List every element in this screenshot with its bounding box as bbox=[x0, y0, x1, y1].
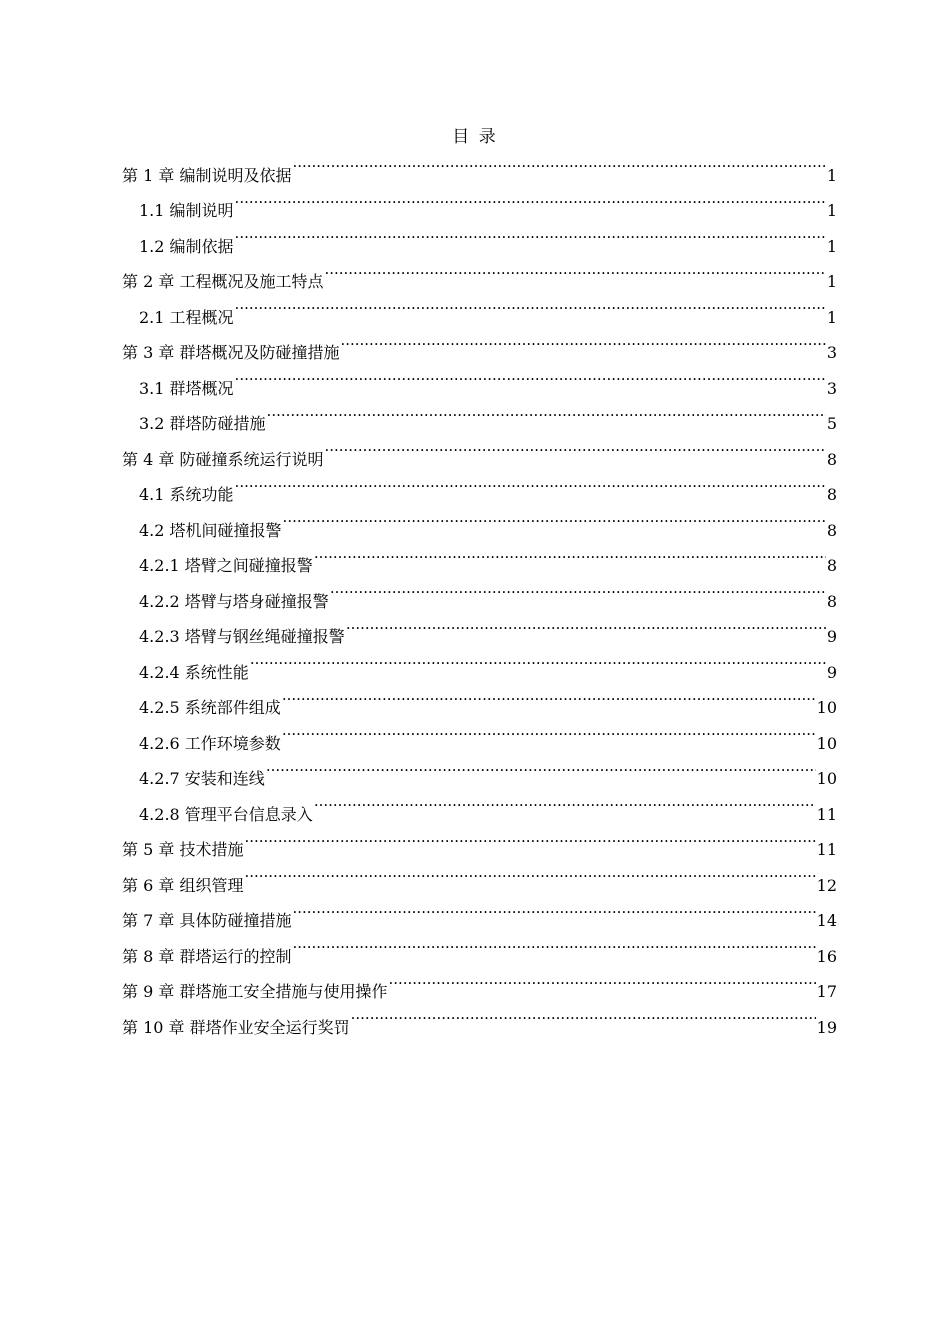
toc-entry-text: 3.2 群塔防碰措施 bbox=[139, 414, 266, 433]
toc-page-number: 1 bbox=[826, 236, 837, 256]
toc-dot-leader bbox=[324, 429, 825, 465]
toc-page-number: 8 bbox=[826, 556, 837, 575]
toc-page-number: 1 bbox=[826, 201, 837, 220]
toc-dot-leader bbox=[282, 713, 816, 749]
toc-entry-text: 4.2 塔机间碰撞报警 bbox=[139, 520, 282, 540]
toc-page-number: 8 bbox=[826, 485, 837, 504]
toc-page-number: 19 bbox=[816, 1017, 837, 1037]
toc-entry[interactable] bbox=[122, 145, 837, 185]
toc-page-number: 8 bbox=[826, 591, 837, 611]
toc-page-number: 14 bbox=[816, 911, 837, 930]
toc-page-number: 9 bbox=[826, 662, 837, 682]
toc-entry-text: 4.2.6 工作环境参数 bbox=[139, 733, 281, 753]
toc-entry-text: 1.1 编制说明 bbox=[139, 201, 234, 220]
toc-entry-text: 第 5 章 技术措施 bbox=[122, 840, 244, 859]
toc-entry-text: 4.2.4 系统性能 bbox=[139, 662, 249, 682]
toc-page-number: 17 bbox=[816, 982, 837, 1001]
toc-entry-text: 第 7 章 具体防碰撞措施 bbox=[122, 911, 292, 930]
toc-entry-text: 2.1 工程概况 bbox=[139, 307, 234, 327]
toc-entry-text: 4.2.3 塔臂与钢丝绳碰撞报警 bbox=[139, 627, 345, 646]
toc-entry-text: 3.1 群塔概况 bbox=[139, 378, 234, 398]
toc-page-number: 9 bbox=[826, 627, 837, 646]
toc-dot-leader bbox=[244, 855, 815, 891]
toc-entry-text: 第 10 章 群塔作业安全运行奖罚 bbox=[122, 1017, 350, 1037]
toc-dot-leader bbox=[235, 465, 826, 501]
toc-page-number: 8 bbox=[826, 520, 837, 540]
toc-dot-leader bbox=[283, 500, 826, 536]
toc-dot-leader bbox=[235, 181, 826, 217]
toc-dot-leader bbox=[388, 962, 815, 998]
toc-dot-leader bbox=[292, 926, 815, 962]
toc-page-number: 8 bbox=[826, 449, 837, 469]
toc-entry-text: 4.2.8 管理平台信息录入 bbox=[139, 804, 313, 824]
toc-entry-text: 4.2.2 塔臂与塔身碰撞报警 bbox=[139, 591, 329, 611]
toc-dot-leader bbox=[267, 394, 826, 430]
toc-entry-text: 第 1 章 编制说明及依据 bbox=[122, 165, 292, 185]
toc-page-number: 16 bbox=[816, 946, 837, 966]
toc-dot-leader bbox=[235, 216, 826, 252]
toc-dot-leader bbox=[292, 891, 815, 927]
toc-dot-leader bbox=[324, 252, 825, 288]
toc-entry-text: 4.2.1 塔臂之间碰撞报警 bbox=[139, 556, 313, 575]
toc-title: 目 录 bbox=[452, 127, 498, 147]
toc-entry-text: 第 4 章 防碰撞系统运行说明 bbox=[122, 449, 324, 469]
toc-page-number: 1 bbox=[826, 165, 837, 185]
toc-dot-leader bbox=[250, 642, 826, 678]
toc-page-number: 12 bbox=[816, 875, 837, 895]
toc-page-number: 3 bbox=[826, 378, 837, 398]
toc-entry-text: 4.2.7 安装和连线 bbox=[139, 769, 265, 788]
toc-dot-leader bbox=[235, 287, 826, 323]
toc-dot-leader bbox=[346, 607, 826, 643]
toc-entry-text: 1.2 编制依据 bbox=[139, 236, 234, 256]
toc-page-number: 11 bbox=[816, 840, 837, 859]
toc-list bbox=[122, 145, 837, 1037]
toc-dot-leader bbox=[266, 749, 816, 785]
toc-dot-leader bbox=[244, 820, 815, 856]
toc-dot-leader bbox=[340, 323, 825, 359]
toc-dot-leader bbox=[330, 571, 826, 607]
toc-page-number: 10 bbox=[816, 769, 837, 788]
toc-page-number: 11 bbox=[816, 804, 837, 824]
toc-page-number: 3 bbox=[826, 343, 837, 362]
toc-entry-text: 第 6 章 组织管理 bbox=[122, 875, 244, 895]
toc-entry-text: 第 2 章 工程概况及施工特点 bbox=[122, 272, 324, 291]
toc-dot-leader bbox=[282, 678, 816, 714]
toc-page-number: 5 bbox=[826, 414, 837, 433]
toc-dot-leader bbox=[314, 784, 816, 820]
toc-entry-text: 4.2.5 系统部件组成 bbox=[139, 698, 281, 717]
toc-page-number: 10 bbox=[816, 698, 837, 717]
toc-entry-text: 第 9 章 群塔施工安全措施与使用操作 bbox=[122, 982, 388, 1001]
toc-dot-leader bbox=[314, 536, 826, 572]
toc-page-number: 10 bbox=[816, 733, 837, 753]
toc-page-number: 1 bbox=[826, 307, 837, 327]
toc-entry-text: 第 8 章 群塔运行的控制 bbox=[122, 946, 292, 966]
toc-dot-leader bbox=[235, 358, 826, 394]
toc-page-number: 1 bbox=[826, 272, 837, 291]
toc-entry-text: 4.1 系统功能 bbox=[139, 485, 234, 504]
toc-dot-leader bbox=[351, 997, 816, 1033]
toc-dot-leader bbox=[292, 145, 825, 181]
toc-entry-text: 第 3 章 群塔概况及防碰撞措施 bbox=[122, 343, 340, 362]
